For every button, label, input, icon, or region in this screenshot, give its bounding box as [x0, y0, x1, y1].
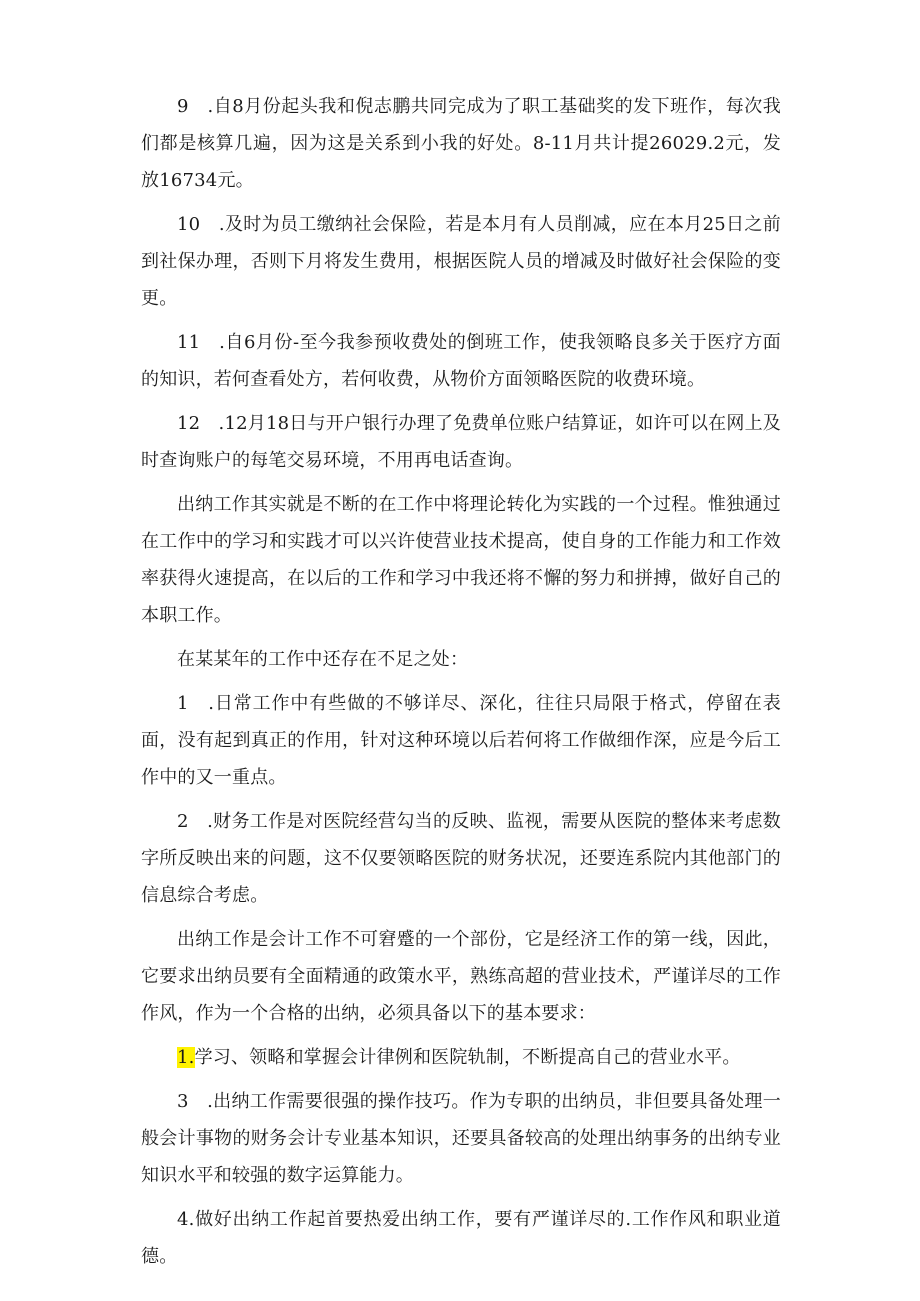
paragraph-item-9: 9 .自8月份起头我和倪志鹏共同完成为了职工基础奖的发下班作，每次我们都是核算几遍，因为这是关系到小我的好处。8-11月共计提26029.2元，发放16734元。 — [141, 96, 781, 191]
paragraph-requirements-intro: 出纳工作是会计工作不可窘蹙的一个部份，它是经济工作的第一线，因此，它要求出纳员要有全面精通的政策水平，熟练高超的营业技术，严谨详尽的工作作风，作为一个合格的出纳，必须具备以下的基本要求： — [141, 929, 781, 1024]
paragraph-item-10: 10 .及时为员工缴纳社会保险，若是本月有人员削减，应在本月25日之前到社保办理，否则下月将发生费用，根据医院人员的增减及时做好社会保险的变更。 — [141, 214, 781, 309]
paragraph-summary: 出纳工作其实就是不断的在工作中将理论转化为实践的一个过程。惟独通过在工作中的学习和实践才可以兴许使营业技术提高，使自身的工作能力和工作效率获得火速提高，在以后的工作和学习中我还将不懈的努力和拼搏，做好自己的本职工作。 — [141, 494, 781, 626]
paragraph-requirement-1 — [141, 1039, 781, 1076]
paragraph-item-11: 11 .自6月份-至今我参预收费处的倒班工作，使我领略良多关于医疗方面的知识，若何查看处方，若何收费，从物价方面领略医院的收费环境。 — [141, 332, 781, 390]
paragraph-shortcoming-2: 2 .财务工作是对医院经营勾当的反映、监视，需要从医院的整体来考虑数字所反映出来的问题，这不仅要领略医院的财务状况，还要连系院内其他部门的信息综合考虑。 — [141, 811, 781, 906]
paragraph-requirement-4: 4.做好出纳工作起首要热爱出纳工作，要有严谨详尽的.工作作风和职业道德。 — [141, 1209, 781, 1267]
paragraph-requirement-3: 3 .出纳工作需要很强的操作技巧。作为专职的出纳员，非但要具备处理一般会计事物的财务会计专业基本知识，还要具备较高的处理出纳事务的出纳专业知识水平和较强的数字运算能力。 — [141, 1091, 781, 1186]
paragraph-shortcomings-heading: 在某某年的工作中还存在不足之处： — [177, 649, 469, 670]
document-body — [141, 88, 781, 1282]
paragraph-shortcoming-1: 1 .日常工作中有些做的不够详尽、深化，往往只局限于格式，停留在表面，没有起到真正的作用，针对这种环境以后若何将工作做细作深，应是今后工作中的又一重点。 — [141, 693, 781, 788]
requirement-1-text: 学习、领略和掌握会计律例和医院轨制，不断提高自己的营业水平。 — [194, 1047, 741, 1068]
paragraph-item-12: 12 .12月18日与开户银行办理了免费单位账户结算证，如许可以在网上及时查询账户的每笔交易环境，不用再电话查询。 — [141, 413, 781, 471]
highlight-marker: 1. — [177, 1047, 195, 1068]
